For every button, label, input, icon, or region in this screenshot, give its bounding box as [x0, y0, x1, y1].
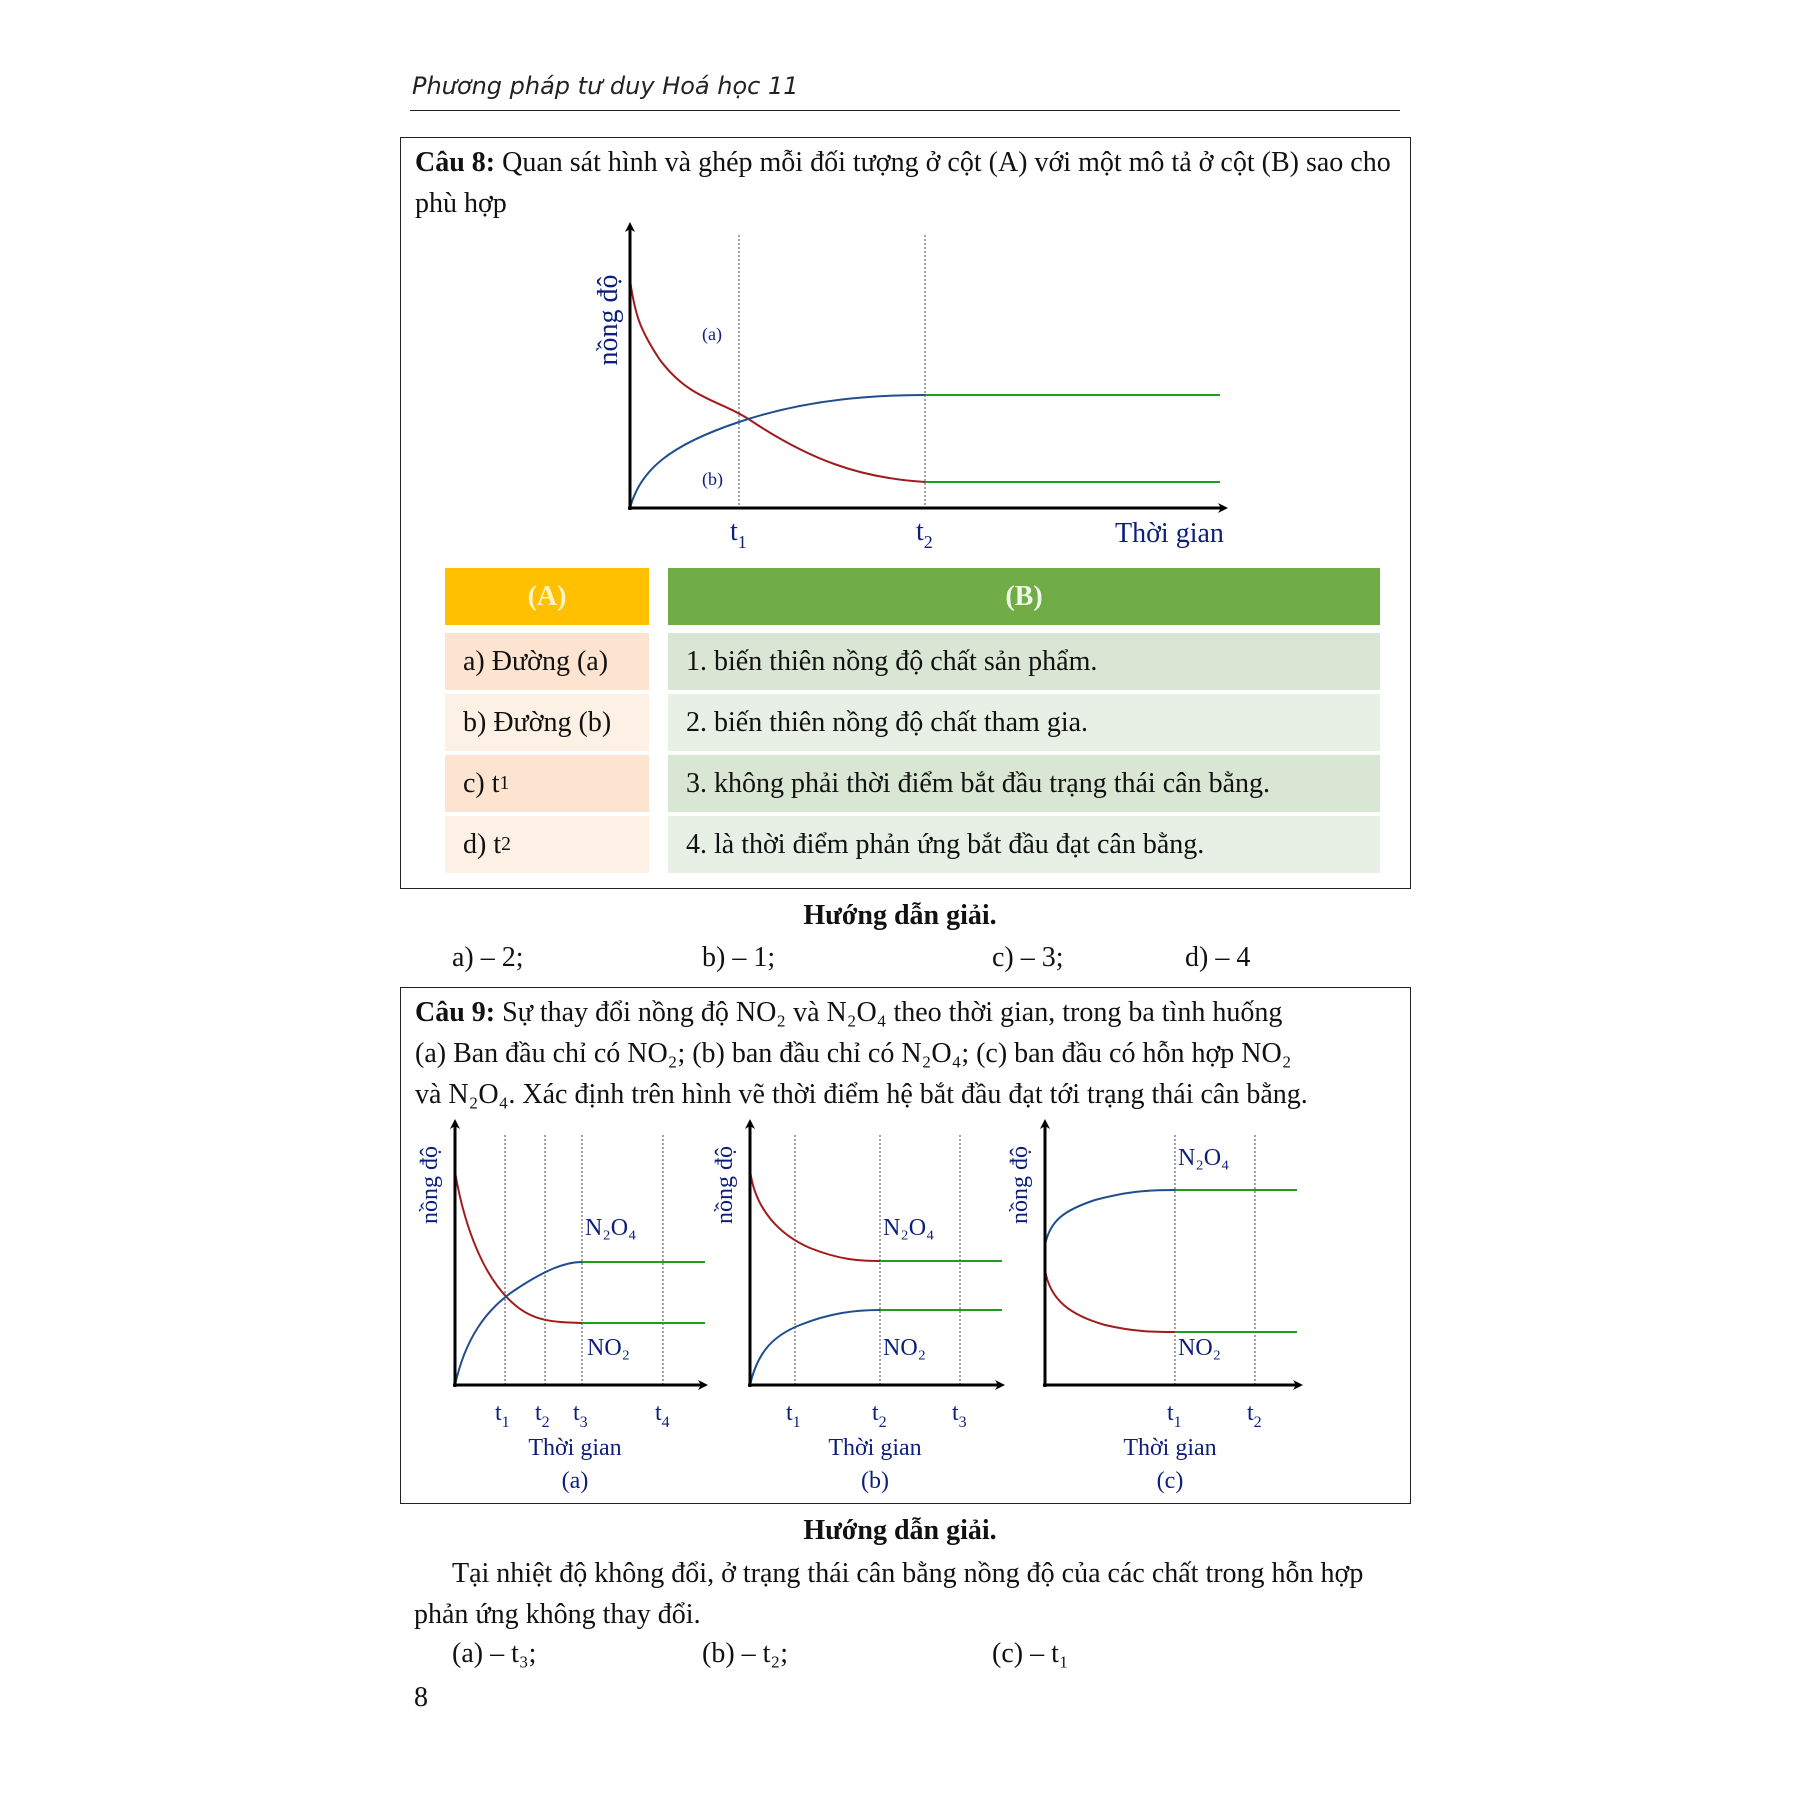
- no2-label: NO₂: [883, 1335, 927, 1361]
- no2-label: NO₂: [1178, 1335, 1222, 1361]
- tick-t4: $t_4$: [655, 1400, 670, 1431]
- column-a-cell: c) t 1: [445, 755, 649, 812]
- book-title-header: Phương pháp tư duy Hoá học 11: [412, 72, 799, 100]
- tick-t2: $t_2$: [916, 516, 933, 552]
- chart-caption: (b): [861, 1468, 889, 1494]
- y-axis-label: nồng độ: [417, 1146, 443, 1224]
- question-9-line-2: (a) Ban đầu chỉ có NO₂; (b) ban đầu chỉ có N₂O₄; (c) ban đầu có hỗn hợp NO₂: [415, 1038, 1292, 1069]
- y-axis-label: nồng độ: [712, 1146, 738, 1224]
- no2-curve: [455, 1172, 582, 1323]
- q9-solution-text: Tại nhiệt độ không đổi, ở trạng thái cân bằng nồng độ của các chất trong hỗn hợp phản ứng không thay đổi.: [414, 1558, 1364, 1630]
- n2o4-curve: [750, 1170, 880, 1261]
- column-b-cell: 1. biến thiên nồng độ chất sản phẩm.: [668, 633, 1380, 690]
- question-9-text: [415, 992, 1398, 1115]
- n2o4-curve: [455, 1262, 582, 1385]
- n2o4-label: N₂O₄: [1178, 1145, 1230, 1171]
- no2-curve: [1045, 1270, 1175, 1332]
- q9-solution-title: Hướng dẫn giải.: [803, 1515, 997, 1546]
- column-a-cell: a) Đường (a): [445, 633, 649, 690]
- curve-a-label: (a): [702, 324, 722, 344]
- q8-answer: c) – 3;: [992, 942, 1064, 973]
- question-8-text: [415, 142, 1398, 224]
- q8-answer: b) – 1;: [702, 942, 776, 973]
- column-a-cell: b) Đường (b): [445, 694, 649, 751]
- tick-t1: $t_1$: [495, 1400, 510, 1431]
- q9-chart-a: [415, 1110, 715, 1500]
- column-b-cell: 3. không phải thời điểm bắt đầu trạng thái cân bằng.: [668, 755, 1380, 812]
- question-9-line-1: Sự thay đổi nồng độ NO₂ và N₂O₄ theo thời gian, trong ba tình huống: [495, 997, 1283, 1028]
- question-9-line-3: và N₂O₄. Xác định trên hình vẽ thời điểm hệ bắt đầu đạt tới trạng thái cân bằng.: [415, 1079, 1308, 1110]
- question-8-label: Câu 8:: [415, 147, 496, 178]
- q8-answer: a) – 2;: [452, 942, 524, 973]
- y-axis-label: nồng độ: [593, 274, 624, 366]
- q9-chart-c: [1005, 1110, 1325, 1500]
- x-axis-label: Thời gian: [1115, 518, 1224, 549]
- q8-solution-title: Hướng dẫn giải.: [803, 900, 997, 931]
- column-b-cell: 2. biến thiên nồng độ chất tham gia.: [668, 694, 1380, 751]
- q8-answer: d) – 4: [1185, 942, 1251, 973]
- tick-t1: $t_1$: [1167, 1400, 1182, 1431]
- column-b-header: (B): [668, 568, 1380, 625]
- tick-t2: $t_2$: [872, 1400, 887, 1431]
- q9-answer: (a) – t₃;: [452, 1638, 537, 1669]
- q8-concentration-chart: [580, 220, 1240, 560]
- no2-label: NO₂: [587, 1335, 631, 1361]
- x-axis-label: Thời gian: [528, 1435, 622, 1461]
- table-row: [445, 755, 1380, 812]
- tick-t1: $t_1$: [730, 516, 747, 552]
- question-9-label: Câu 9:: [415, 997, 496, 1028]
- tick-t3: $t_3$: [952, 1400, 967, 1431]
- n2o4-label: N₂O₄: [883, 1215, 935, 1241]
- question-8-body: Quan sát hình và ghép mỗi đối tượng ở cột (A) với một mô tả ở cột (B) sao cho phù hợp: [415, 147, 1391, 219]
- chart-caption: (a): [561, 1468, 589, 1494]
- q9-answer: (c) – t₁: [992, 1638, 1069, 1669]
- x-axis-label: Thời gian: [828, 1435, 922, 1461]
- tick-t1: $t_1$: [786, 1400, 801, 1431]
- column-b-cell: 4. là thời điểm phản ứng bắt đầu đạt cân bằng.: [668, 816, 1380, 873]
- table-row: [445, 816, 1380, 873]
- column-a-cell: d) t 2: [445, 816, 649, 873]
- table-row: [445, 694, 1380, 751]
- q9-answer: (b) – t₂;: [702, 1638, 788, 1669]
- tick-t3: $t_3$: [573, 1400, 588, 1431]
- table-row: [445, 633, 1380, 690]
- no2-curve: [750, 1310, 880, 1385]
- header-rule: [410, 110, 1400, 111]
- x-axis-label: Thời gian: [1123, 1435, 1217, 1461]
- n2o4-label: N₂O₄: [585, 1215, 637, 1241]
- tick-t2: $t_2$: [1247, 1400, 1262, 1431]
- matching-table-header: [445, 568, 1380, 625]
- y-axis-label: nồng độ: [1007, 1146, 1033, 1224]
- q9-chart-b: [710, 1110, 1010, 1500]
- n2o4-curve: [1045, 1190, 1175, 1245]
- page-number: 8: [414, 1682, 428, 1713]
- curve-b-label: (b): [702, 469, 723, 489]
- tick-t2: $t_2$: [535, 1400, 550, 1431]
- column-a-header: (A): [445, 568, 649, 625]
- chart-caption: (c): [1156, 1468, 1184, 1494]
- curve-b-product: [630, 395, 925, 508]
